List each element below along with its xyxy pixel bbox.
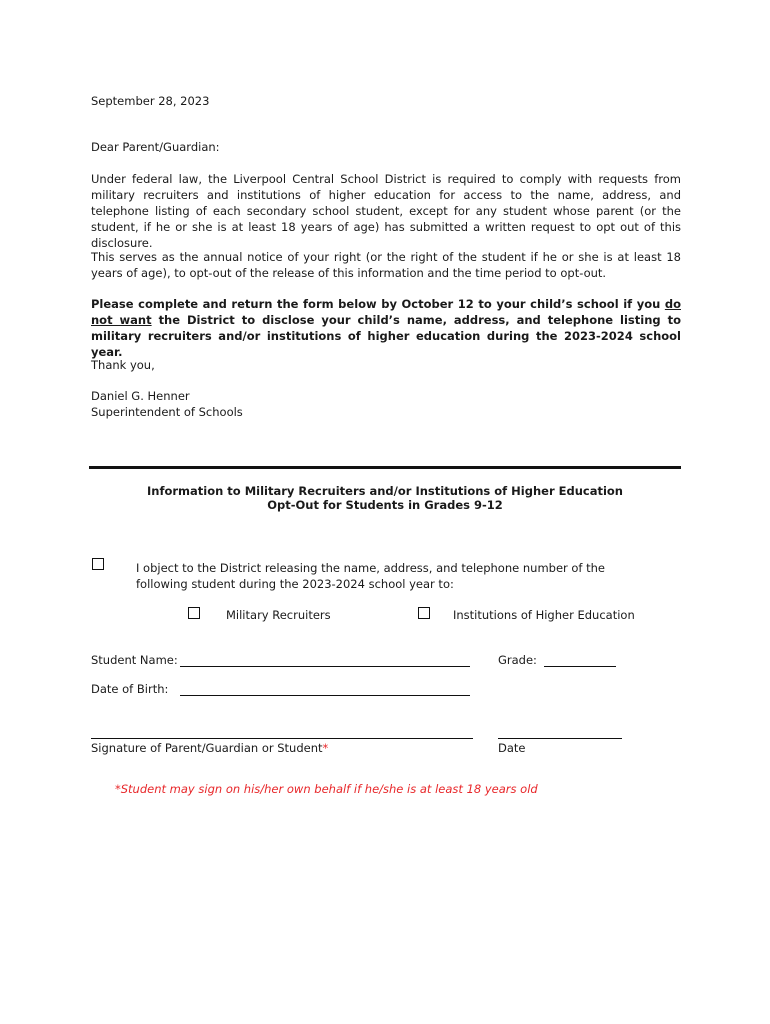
letter-date: September 28, 2023 (91, 94, 210, 108)
instructions-underlined: do not want (91, 297, 681, 327)
higher-education-label: Institutions of Higher Education (453, 608, 635, 622)
grade-label: Grade: (498, 653, 537, 667)
grade-field[interactable] (544, 666, 616, 667)
paragraph-instructions (91, 296, 681, 360)
form-title: Information to Military Recruiters and/or Institutions of Higher Education (146, 484, 623, 498)
student-name-field[interactable] (180, 666, 470, 667)
signer-title: Superintendent of Schools (91, 405, 243, 419)
signature-field[interactable] (91, 738, 473, 739)
section-divider (89, 466, 681, 469)
dob-label: Date of Birth: (91, 682, 169, 696)
signer-name: Daniel G. Henner (91, 389, 190, 403)
signature-label (91, 741, 328, 755)
military-recruiters-checkbox[interactable] (188, 607, 200, 619)
form-subtitle: Opt-Out for Students in Grades 9-12 (267, 498, 503, 512)
military-recruiters-label: Military Recruiters (226, 608, 331, 622)
object-checkbox[interactable] (92, 558, 104, 570)
date-label: Date (498, 741, 526, 755)
higher-education-checkbox[interactable] (418, 607, 430, 619)
dob-field[interactable] (180, 695, 470, 696)
instructions-text-b: the District to disclose your child’s name, address, and telephone listing to military recruiters and/or institutions of higher education during the 2023-2024 school year. (91, 313, 681, 359)
footnote: *Student may sign on his/her own behalf if he/she is at least 18 years old (115, 782, 538, 796)
objection-text: I object to the District releasing the name, address, and telephone number of the following student during the 2023-2024 school year to: (136, 561, 606, 591)
paragraph-federal-law: Under federal law, the Liverpool Central School District is required to comply with requests from military recruiters and institutions of higher education for access to the name, address, and telephone listing of each secondary school student, except for any student whose parent (or the student, if he or she is at least 18 years of age) has submitted a written request to opt out of this disclosure. (91, 172, 681, 250)
instructions-text-a: Please complete and return the form below by October 12 to your child’s school if you (91, 297, 665, 311)
date-field[interactable] (498, 738, 622, 739)
student-name-label: Student Name: (91, 653, 178, 667)
closing: Thank you, (91, 358, 155, 372)
paragraph-annual-notice: This serves as the annual notice of your right (or the right of the student if he or she is at least 18 years of age), to opt-out of the release of this information and the time period to opt-out. (91, 250, 681, 280)
signature-asterisk: * (322, 741, 329, 755)
salutation: Dear Parent/Guardian: (91, 140, 220, 154)
signature-label-text: Signature of Parent/Guardian or Student (91, 741, 323, 755)
